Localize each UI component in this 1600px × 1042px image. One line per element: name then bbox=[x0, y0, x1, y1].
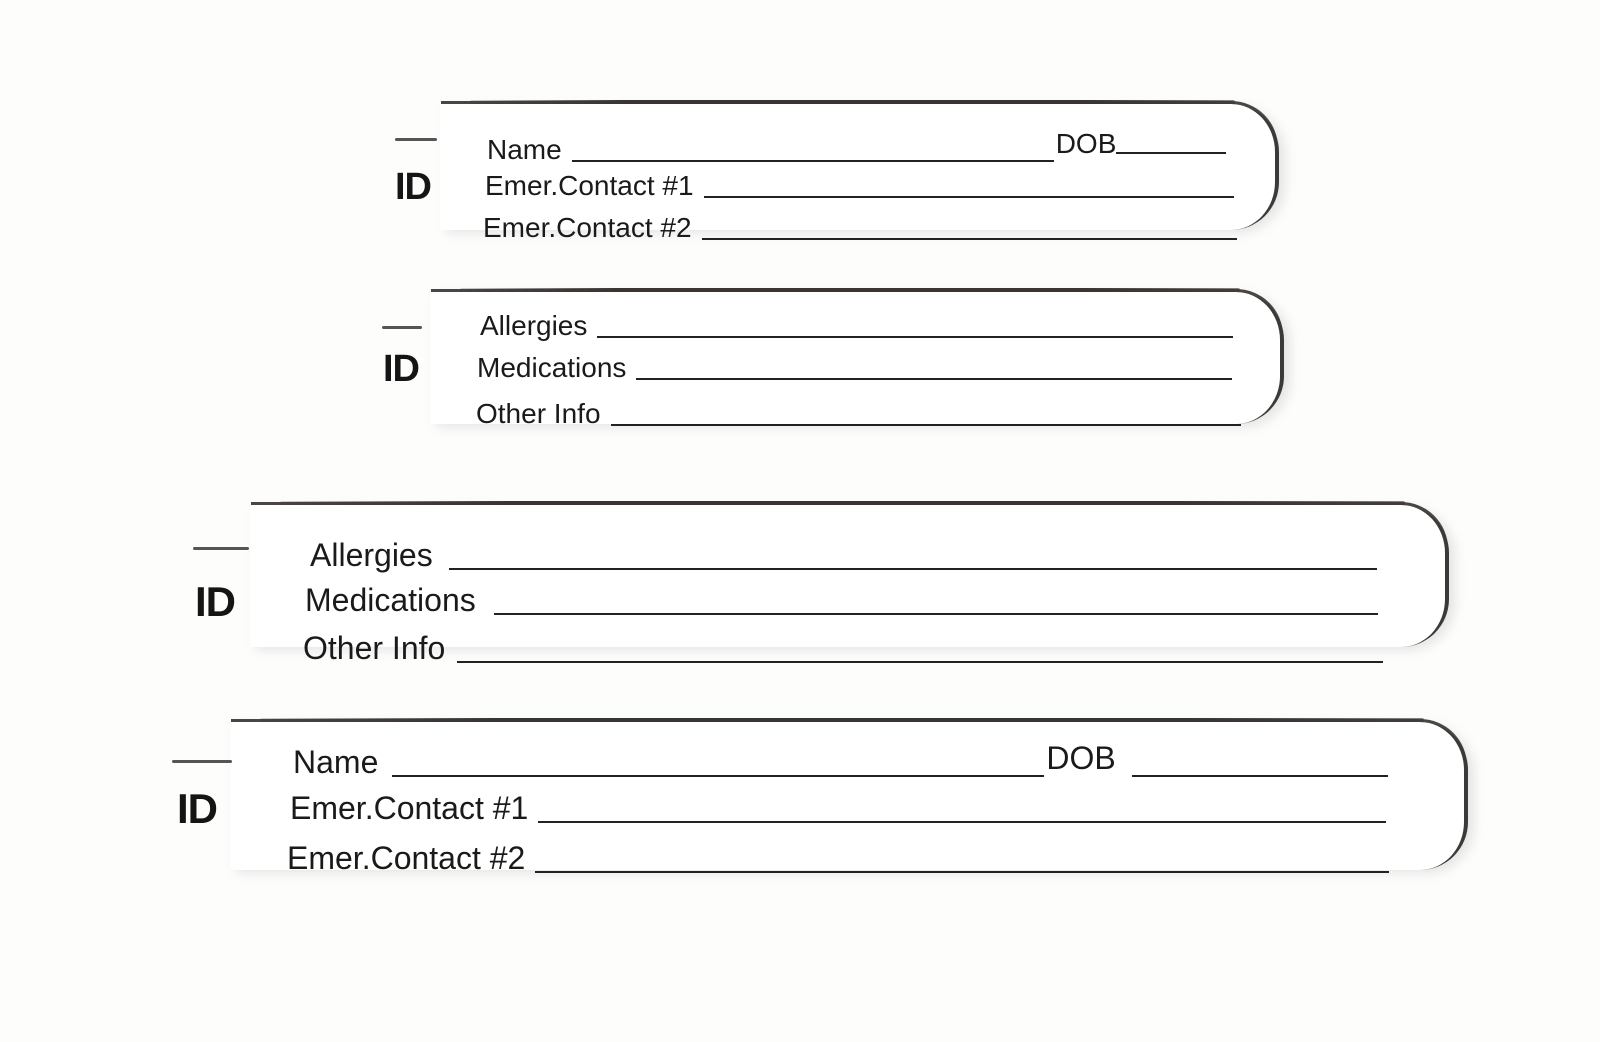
other-info-row-2 bbox=[303, 630, 1383, 667]
emer-contact-2-label: Emer.Contact #2 bbox=[483, 212, 692, 243]
emer-contact-1-field[interactable] bbox=[538, 821, 1386, 823]
emer-contact-1-label: Emer.Contact #1 bbox=[485, 170, 694, 201]
medications-label: Medications bbox=[305, 582, 476, 618]
emer-contact-2-row-1 bbox=[483, 212, 1237, 244]
tab-mark-3 bbox=[193, 547, 249, 550]
name-field[interactable] bbox=[392, 775, 1044, 777]
other-info-field[interactable] bbox=[611, 424, 1241, 426]
emer-contact-1-field[interactable] bbox=[704, 196, 1234, 198]
emer-contact-1-row-2 bbox=[290, 790, 1386, 827]
allergies-label: Allergies bbox=[310, 537, 433, 573]
emer-contact-2-field[interactable] bbox=[702, 238, 1237, 240]
medications-row-1 bbox=[477, 352, 1232, 384]
other-info-field[interactable] bbox=[457, 661, 1383, 663]
emer-contact-1-row-1 bbox=[485, 170, 1234, 202]
tab-mark-4 bbox=[172, 760, 232, 763]
name-label: Name bbox=[487, 134, 562, 165]
tab-mark-2 bbox=[382, 326, 422, 329]
emer-contact-1-label: Emer.Contact #1 bbox=[290, 790, 529, 826]
name-field[interactable] bbox=[572, 160, 1054, 162]
tab-mark-1 bbox=[395, 138, 437, 141]
medications-row-2 bbox=[305, 582, 1378, 619]
emer-contact-2-row-2 bbox=[287, 840, 1389, 877]
id-label-2: ID bbox=[383, 348, 419, 390]
dob-field[interactable] bbox=[1116, 152, 1226, 154]
id-label-4: ID bbox=[177, 785, 217, 832]
other-info-label: Other Info bbox=[476, 398, 601, 429]
allergies-field[interactable] bbox=[597, 336, 1233, 338]
id-label-1: ID bbox=[395, 166, 431, 208]
dob-field[interactable] bbox=[1132, 775, 1388, 777]
allergies-label: Allergies bbox=[480, 310, 588, 341]
name-row-2 bbox=[293, 740, 1388, 781]
medications-field[interactable] bbox=[636, 378, 1232, 380]
dob-label: DOB bbox=[1055, 128, 1117, 159]
medications-label: Medications bbox=[477, 352, 627, 383]
emer-contact-2-label: Emer.Contact #2 bbox=[287, 840, 526, 876]
other-info-row-1 bbox=[476, 398, 1241, 430]
emer-contact-2-field[interactable] bbox=[535, 871, 1389, 873]
medications-field[interactable] bbox=[494, 613, 1378, 615]
name-row-1 bbox=[487, 128, 1226, 166]
allergies-row-1 bbox=[480, 310, 1233, 342]
dob-label: DOB bbox=[1046, 740, 1116, 776]
id-label-3: ID bbox=[195, 578, 235, 625]
name-label: Name bbox=[293, 744, 379, 780]
other-info-label: Other Info bbox=[303, 630, 446, 666]
id-tag-3 bbox=[250, 505, 1449, 647]
allergies-row-2 bbox=[310, 537, 1377, 574]
allergies-field[interactable] bbox=[449, 568, 1377, 570]
